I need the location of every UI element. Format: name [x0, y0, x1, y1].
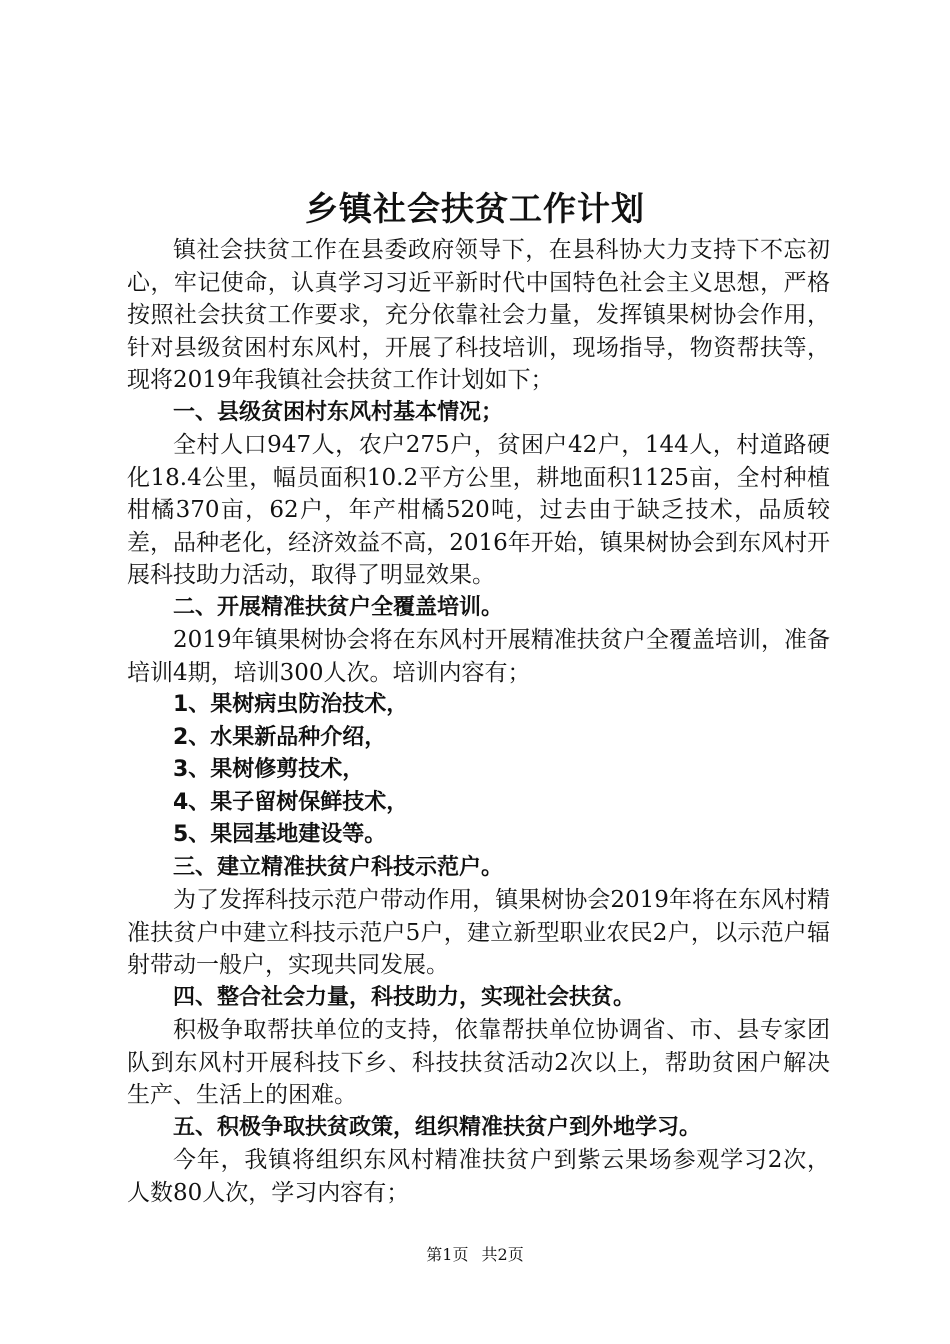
training-item-4: 4、果子留树保鲜技术， — [173, 789, 409, 815]
section-4-paragraph: 积极争取帮扶单位的支持，依靠帮扶单位协调省、市、县专家团队到东风村开展科技下乡、科技扶贫活动2次以上，帮助贫困户解决生产、生活上的困难。 — [127, 1017, 830, 1108]
section-heading-5: 五、积极争取扶贫政策，组织精准扶贫户到外地学习。 — [173, 1114, 702, 1140]
page-total: 共2页 — [481, 1245, 524, 1264]
training-item-5: 5、果园基地建设等。 — [173, 822, 387, 847]
section-2-paragraph: 2019年镇果树协会将在东风村开展精准扶贫户全覆盖培训，准备培训4期，培训300人次。培训内容有； — [127, 627, 830, 686]
page-footer — [0, 1244, 950, 1266]
training-item-1: 1、果树病虫防治技术， — [173, 692, 409, 717]
section-heading-1: 一、县级贫困村东风村基本情况； — [173, 399, 504, 425]
section-3-paragraph: 为了发挥科技示范户带动作用，镇果树协会2019年将在东风村精准扶贫户中建立科技示范户5户，建立新型职业农民2户，以示范户辐射带动一般户，实现共同发展。 — [127, 887, 830, 978]
section-heading-2: 二、开展精准扶贫户全覆盖培训。 — [173, 594, 504, 620]
intro-paragraph: 镇社会扶贫工作在县委政府领导下，在县科协大力支持下不忘初心，牢记使命，认真学习习近平新时代中国特色社会主义思想，严格按照社会扶贫工作要求，充分依靠社会力量，发挥镇果树协会作用，针对县级贫困村东风村，开展了科技培训，现场指导，物资帮扶等，现将2019年我镇社会扶贫工作计划如下； — [127, 237, 830, 393]
section-1-paragraph: 全村人口947人，农户275户，贫困户42户，144人，村道路硬化18.4公里，幅员面积10.2平方公里，耕地面积1125亩，全村种植柑橘370亩，62户，年产柑橘520吨，过去由于缺乏技术，品质较差，品种老化，经济效益不高，2016年开始，镇果树协会到东风村开展科技助力活动，取得了明显效果。 — [127, 432, 830, 588]
training-item-2: 2、水果新品种介绍， — [173, 724, 387, 750]
page-number: 第1页 — [426, 1245, 469, 1264]
section-5-paragraph: 今年，我镇将组织东风村精准扶贫户到紫云果场参观学习2次，人数80人次，学习内容有； — [127, 1147, 830, 1206]
document-title: 乡镇社会扶贫工作计划 — [305, 189, 645, 228]
section-heading-3: 三、建立精准扶贫户科技示范户。 — [173, 854, 504, 880]
document-body — [127, 234, 830, 1209]
training-item-3: 3、果树修剪技术， — [173, 757, 365, 782]
section-heading-4: 四、整合社会力量，科技助力，实现社会扶贫。 — [173, 984, 636, 1010]
